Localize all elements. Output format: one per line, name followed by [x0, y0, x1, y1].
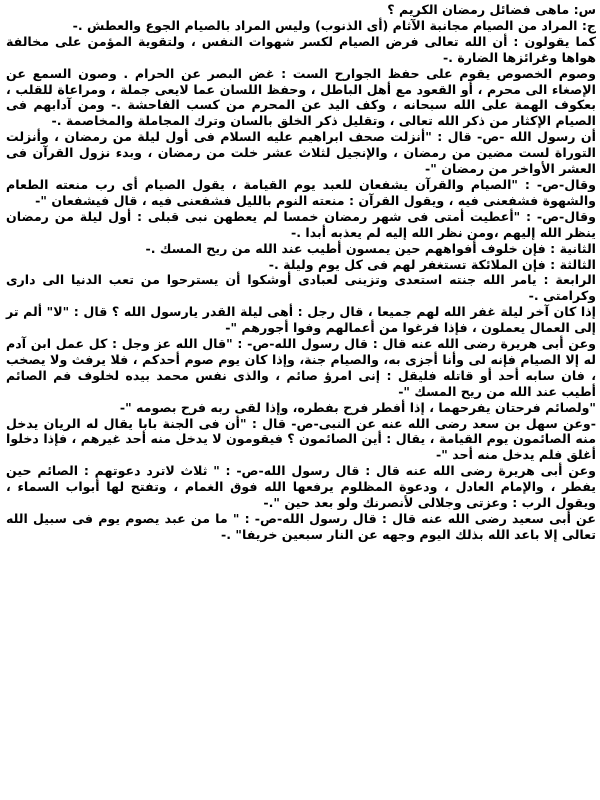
hadith-paragraph: وعن أبى هريرة رضى الله عنه قال : قال رسول الله-ص- : "قال الله عز وجل : كل عمل ابن آدم له إلا الصيام فإنه لى وأنا أجزى به، والصيام جنة، وإذا كان يوم صوم أحدكم ، فلا يرفث ولا يصخب ، فان سابه أحد أو قاتله فليقل : إنى امرؤ صائم ، والذى نفس محمد بيده لخلوف فم الصائم أطيب عند الله من ريح المسك "- — [6, 336, 596, 399]
hadith-paragraph: وقال-ص- : "أعطيت أمتى فى شهر رمضان خمسا لم يعطهن نبى قبلى : أول ليلة من رمضان ينظر الله إليهم ،ومن نظر الله إليه لم يعذبه أبدا .- — [6, 208, 596, 240]
hadith-paragraph: وقال-ص- : "الصيام والقرآن يشفعان للعبد يوم القيامة ، يقول الصيام أى رب منعته الطعام والشهوة فشفعنى فيه ، ويقول القرآن : منعته النوم بالليل فشفعنى فيه ، قال فيشفعان "- — [6, 176, 596, 208]
hadith-paragraph: الرابعة : يامر الله جنته استعدى وتزينى لعبادى أوشكوا أن يسترحوا من تعب الدنيا الى دارى وكرامتى .- — [6, 272, 596, 304]
hadith-paragraph: وعن أبى هريرة رضى الله عنه قال : قال رسول الله-ص- : " ثلاث لاترد دعوتهم : الصائم حين يفطر ، والإمام العادل ، ودعوة المظلوم يرفعها الله فوق الغمام ، وتفتح لها أبواب السماء ، ويقول الرب : وعزتى وجلالى لأنصرنك ولو بعد حين ".- — [6, 463, 596, 511]
body-paragraph: وصوم الخصوص يقوم على حفظ الجوارح الست : غض البصر عن الحرام . وصون السمع عن الإصغاء الى محرم ، أو القعود مع أهل الباطل ، وحفظ اللسان عما لايعى جملة ، ومراعاة للقلب ، بعكوف الهمة على الله سبحانه ، وكف اليد عن المحرم من كسب الفاحشة .- ومن آدابهم فى الصيام الإكثار من ذكر الله تعالى ، وتقليل ذكر الخلق بالسان وترك المجاملة والمخاصمة .- — [6, 65, 596, 129]
hadith-paragraph: إذا كان آخر ليلة غفر الله لهم جميعا ، قال رجل : أهى ليلة القدر يارسول الله ؟ قال : "لا" ألم تر إلى العمال يعملون ، فإذا فرغوا من أعمالهم وفوا أجورهم "- — [6, 304, 596, 336]
hadith-paragraph: -وعن سهل بن سعد رضى الله عنه عن النبى-ص- قال : "أن فى الجنة بابا يقال له الريان يدخل منه الصائمون يوم القيامة ، يقال : أين الصائمون ؟ فيقومون لا يدخل منه أحد غيرهم ، فإذا دخلوا أغلق فلم يدخل منه أحد "- — [6, 415, 596, 463]
hadith-paragraph: "ولصائم فرحتان يفرحهما ، إذا أفطر فرح بفطره، وإذا لقى ربه فرح بصومه "- — [119, 399, 596, 415]
hadith-paragraph: الثالثة : فإن الملائكة تستغفر لهم فى كل يوم وليلة .- — [268, 256, 596, 272]
answer-paragraph: ج: المراد من الصيام مجانبة الآثام (أى الذنوب) وليس المراد بالصيام الجوع والعطش .- — [72, 17, 596, 33]
hadith-paragraph: أن رسول الله -ص- قال : "أنزلت صحف ابراهيم عليه السلام فى أول ليلة من رمضان ، وأنزلت التوراة لست مضين من رمضان ، والإنجيل لثلاث عشر خلت من رمضان ، وبدء نزول القرآن فى العشر الأواخر من رمضان "- — [6, 129, 596, 177]
body-paragraph: كما يقولون : أن الله تعالى فرض الصيام لكسر شهوات النفس ، ولتقوية المؤمن على مخالفة هواها وغرائزها الضارة .- — [6, 33, 596, 65]
hadith-paragraph: الثانية : فإن خلوف أفواههم حين يمسون أطيب عند الله من ريح المسك .- — [145, 240, 596, 256]
question-heading: س: ماهى فضائل رمضان الكريم ؟ — [387, 2, 596, 17]
hadith-paragraph: عن أبى سعيد رضى الله عنه قال : قال رسول الله-ص- : " ما من عبد يصوم يوم فى سبيل الله تعالى إلا باعد الله بذلك اليوم وجهه عن النار سبعين خريفا" .- — [6, 511, 596, 542]
